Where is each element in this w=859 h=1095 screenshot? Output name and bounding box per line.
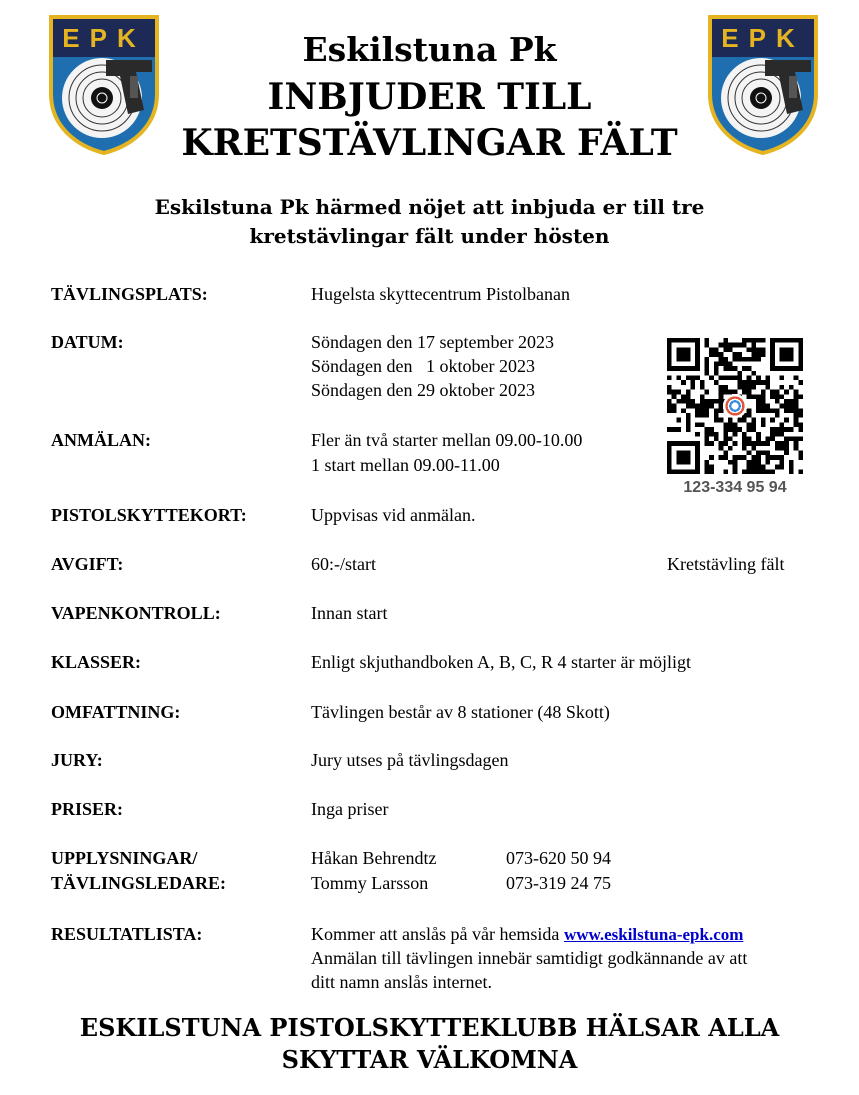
qr-caption: 123-334 95 94 [683, 479, 787, 496]
resultat-prefix: Kommer att anslås på vår hemsida [311, 924, 560, 944]
avgift-note: Kretstävling fält [667, 554, 785, 574]
value-klasser: Enligt skjuthandboken A, B, C, R 4 starter är möjligt [311, 652, 691, 672]
label-avgift: AVGIFT: [51, 554, 124, 574]
label-jury: JURY: [51, 750, 103, 770]
label-tavlingsplats: TÄVLINGSPLATS: [51, 284, 208, 304]
label-vapenkontroll: VAPENKONTROLL: [51, 603, 221, 623]
label-omfattning: OMFATTNING: [51, 702, 181, 722]
label-klasser: KLASSER: [51, 652, 142, 672]
value-pistolskyttekort: Uppvisas vid anmälan. [311, 505, 476, 525]
date-2: Söndagen den 1 oktober 2023 [311, 356, 535, 376]
anmalan-line-1: Fler än två starter mellan 09.00-10.00 [311, 430, 583, 450]
intro-line-1: Eskilstuna Pk härmed nöjet att inbjuda er till tre [154, 195, 705, 219]
footer-line-2: SKYTTAR VÄLKOMNA [281, 1045, 578, 1074]
resultat-line-1 [311, 922, 743, 947]
date-1: Söndagen den 17 september 2023 [311, 332, 554, 352]
logo-text: EPK [721, 23, 805, 53]
title-club: Eskilstuna Pk [302, 30, 557, 69]
contact-name-1: Håkan Behrendtz [311, 848, 437, 868]
resultat-line-3: ditt namn anslås internet. [311, 972, 492, 992]
website-link[interactable]: www.eskilstuna-epk.com [563, 925, 744, 944]
value-jury: Jury utses på tävlingsdagen [311, 750, 509, 770]
label-priser: PRISER: [51, 799, 124, 819]
footer-line-1: ESKILSTUNA PISTOLSKYTTEKLUBB HÄLSAR ALLA [79, 1013, 780, 1042]
label-tavlingsledare: TÄVLINGSLEDARE: [51, 873, 227, 893]
label-upplysningar: UPPLYSNINGAR/ [51, 848, 198, 868]
intro-line-2: kretstävlingar fält under hösten [249, 224, 610, 248]
title-invite: INBJUDER TILL [267, 76, 592, 118]
anmalan-line-2: 1 start mellan 09.00-11.00 [311, 455, 500, 475]
value-priser: Inga priser [311, 799, 389, 819]
label-datum: DATUM: [51, 332, 124, 352]
value-avgift: 60:-/start [311, 554, 376, 574]
label-anmalan: ANMÄLAN: [51, 430, 151, 450]
contact-phone-2: 073-319 24 75 [506, 873, 611, 893]
date-3: Söndagen den 29 oktober 2023 [311, 380, 535, 400]
contact-phone-1: 073-620 50 94 [506, 848, 611, 868]
value-tavlingsplats: Hugelsta skyttecentrum Pistolbanan [311, 284, 570, 304]
label-pistolskyttekort: PISTOLSKYTTEKORT: [51, 505, 247, 525]
logo-text: EPK [62, 23, 146, 53]
label-resultatlista: RESULTATLISTA: [51, 924, 203, 944]
qr-code[interactable] [664, 338, 806, 474]
title-event: KRETSTÄVLINGAR FÄLT [181, 122, 678, 164]
value-vapenkontroll: Innan start [311, 603, 388, 623]
resultat-line-2: Anmälan till tävlingen innebär samtidigt godkännande av att [311, 948, 748, 968]
value-omfattning: Tävlingen består av 8 stationer (48 Skott) [311, 702, 610, 722]
contact-name-2: Tommy Larsson [311, 873, 429, 893]
